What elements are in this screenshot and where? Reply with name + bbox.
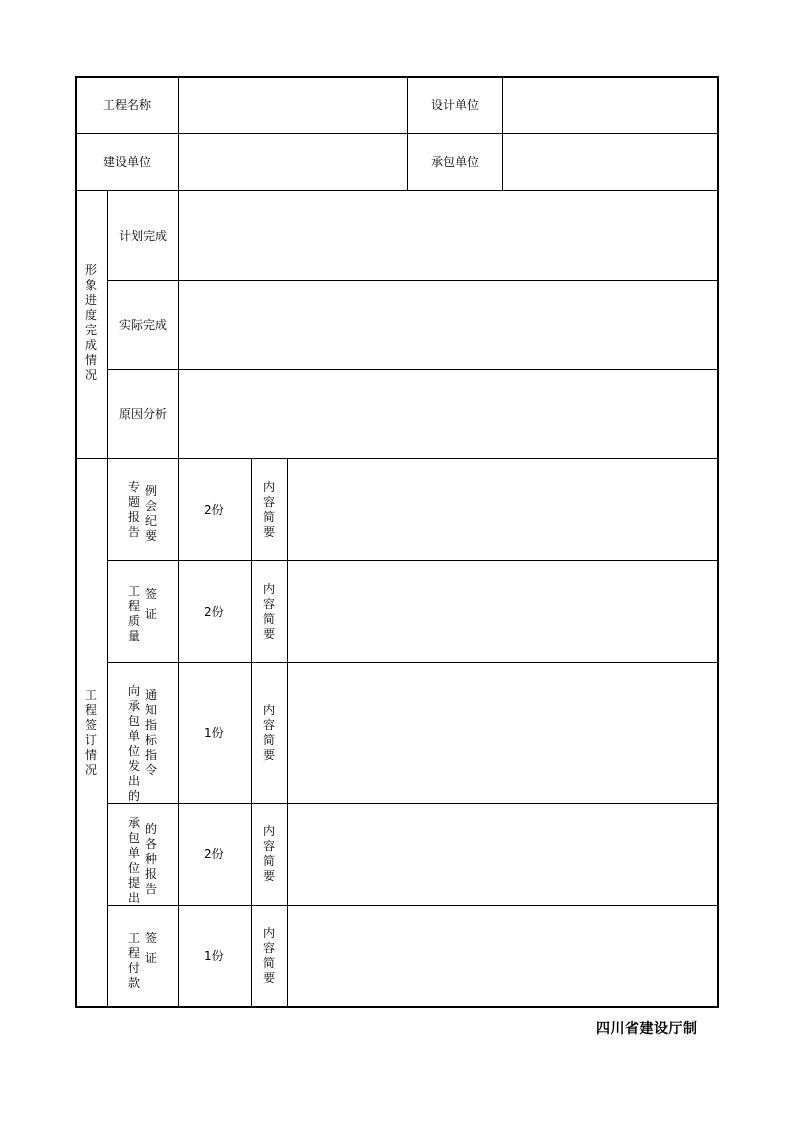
row-divider bbox=[107, 803, 719, 804]
signing-row-count: 2份 bbox=[204, 503, 224, 517]
content-summary-label: 内容简要 bbox=[262, 824, 275, 883]
signing-row-title-a: 向承包单位发出的 bbox=[127, 684, 140, 803]
signing-row-title-b: 签 证 bbox=[144, 587, 157, 621]
signing-row-title-a: 工程质量 bbox=[127, 584, 140, 643]
column-divider bbox=[251, 458, 252, 1007]
row-divider bbox=[107, 280, 719, 281]
construction-unit-field[interactable] bbox=[180, 135, 406, 190]
issuer-footer: 四川省建设厅制 bbox=[596, 1021, 698, 1037]
column-divider bbox=[287, 458, 288, 1007]
contractor-field[interactable] bbox=[504, 135, 716, 190]
signing-row-title-b: 通知 指标 指令 bbox=[144, 688, 157, 777]
signing-row-title-b: 例会纪要 bbox=[144, 484, 157, 543]
progress-row-label-reason: 原因分析 bbox=[119, 407, 168, 421]
signing-row-title-a: 承包单位提出 bbox=[127, 816, 140, 905]
column-divider bbox=[502, 76, 503, 191]
contractor-label: 承包单位 bbox=[431, 155, 480, 169]
signing-row-title-a: 专题报告 bbox=[127, 480, 140, 539]
progress-actual-field[interactable] bbox=[180, 282, 716, 368]
signing-row-content-field[interactable] bbox=[289, 907, 716, 1005]
signing-row-title-b: 的各种报告 bbox=[144, 822, 157, 896]
row-divider bbox=[75, 133, 719, 134]
design-unit-label: 设计单位 bbox=[431, 98, 480, 112]
row-divider bbox=[75, 190, 719, 191]
signing-row-content-field[interactable] bbox=[289, 805, 716, 904]
column-divider bbox=[107, 190, 108, 1007]
progress-planned-field[interactable] bbox=[180, 192, 716, 279]
signing-row-count: 2份 bbox=[204, 847, 224, 861]
construction-unit-label: 建设单位 bbox=[103, 155, 152, 169]
table-border-left bbox=[75, 76, 77, 1008]
signing-row-content-field[interactable] bbox=[289, 460, 716, 559]
row-divider bbox=[107, 905, 719, 906]
content-summary-label: 内容简要 bbox=[262, 703, 275, 762]
signing-row-count: 1份 bbox=[204, 949, 224, 963]
progress-reason-field[interactable] bbox=[180, 371, 716, 457]
table-border-right bbox=[717, 76, 719, 1008]
content-summary-label: 内容简要 bbox=[262, 582, 275, 641]
design-unit-field[interactable] bbox=[504, 78, 716, 133]
row-divider bbox=[107, 662, 719, 663]
project-name-label: 工程名称 bbox=[103, 98, 152, 112]
row-divider bbox=[107, 369, 719, 370]
signing-row-title-b: 签 证 bbox=[144, 931, 157, 965]
row-divider bbox=[75, 458, 719, 459]
row-divider bbox=[107, 560, 719, 561]
progress-row-label-actual: 实际完成 bbox=[119, 318, 168, 332]
column-divider bbox=[178, 76, 179, 1007]
content-summary-label: 内容简要 bbox=[262, 480, 275, 539]
signing-row-title-a: 工程付款 bbox=[127, 931, 140, 990]
column-divider bbox=[407, 76, 408, 191]
signing-row-count: 1份 bbox=[204, 726, 224, 740]
signing-section-label: 工程签订情况 bbox=[84, 688, 97, 777]
project-name-field[interactable] bbox=[180, 78, 406, 133]
signing-row-count: 2份 bbox=[204, 605, 224, 619]
content-summary-label: 内容简要 bbox=[262, 926, 275, 985]
progress-row-label-planned: 计划完成 bbox=[119, 229, 168, 243]
signing-row-content-field[interactable] bbox=[289, 664, 716, 802]
signing-row-content-field[interactable] bbox=[289, 562, 716, 661]
progress-section-label: 形象进度完成情况 bbox=[84, 263, 97, 382]
table-border-bottom bbox=[75, 1006, 719, 1008]
